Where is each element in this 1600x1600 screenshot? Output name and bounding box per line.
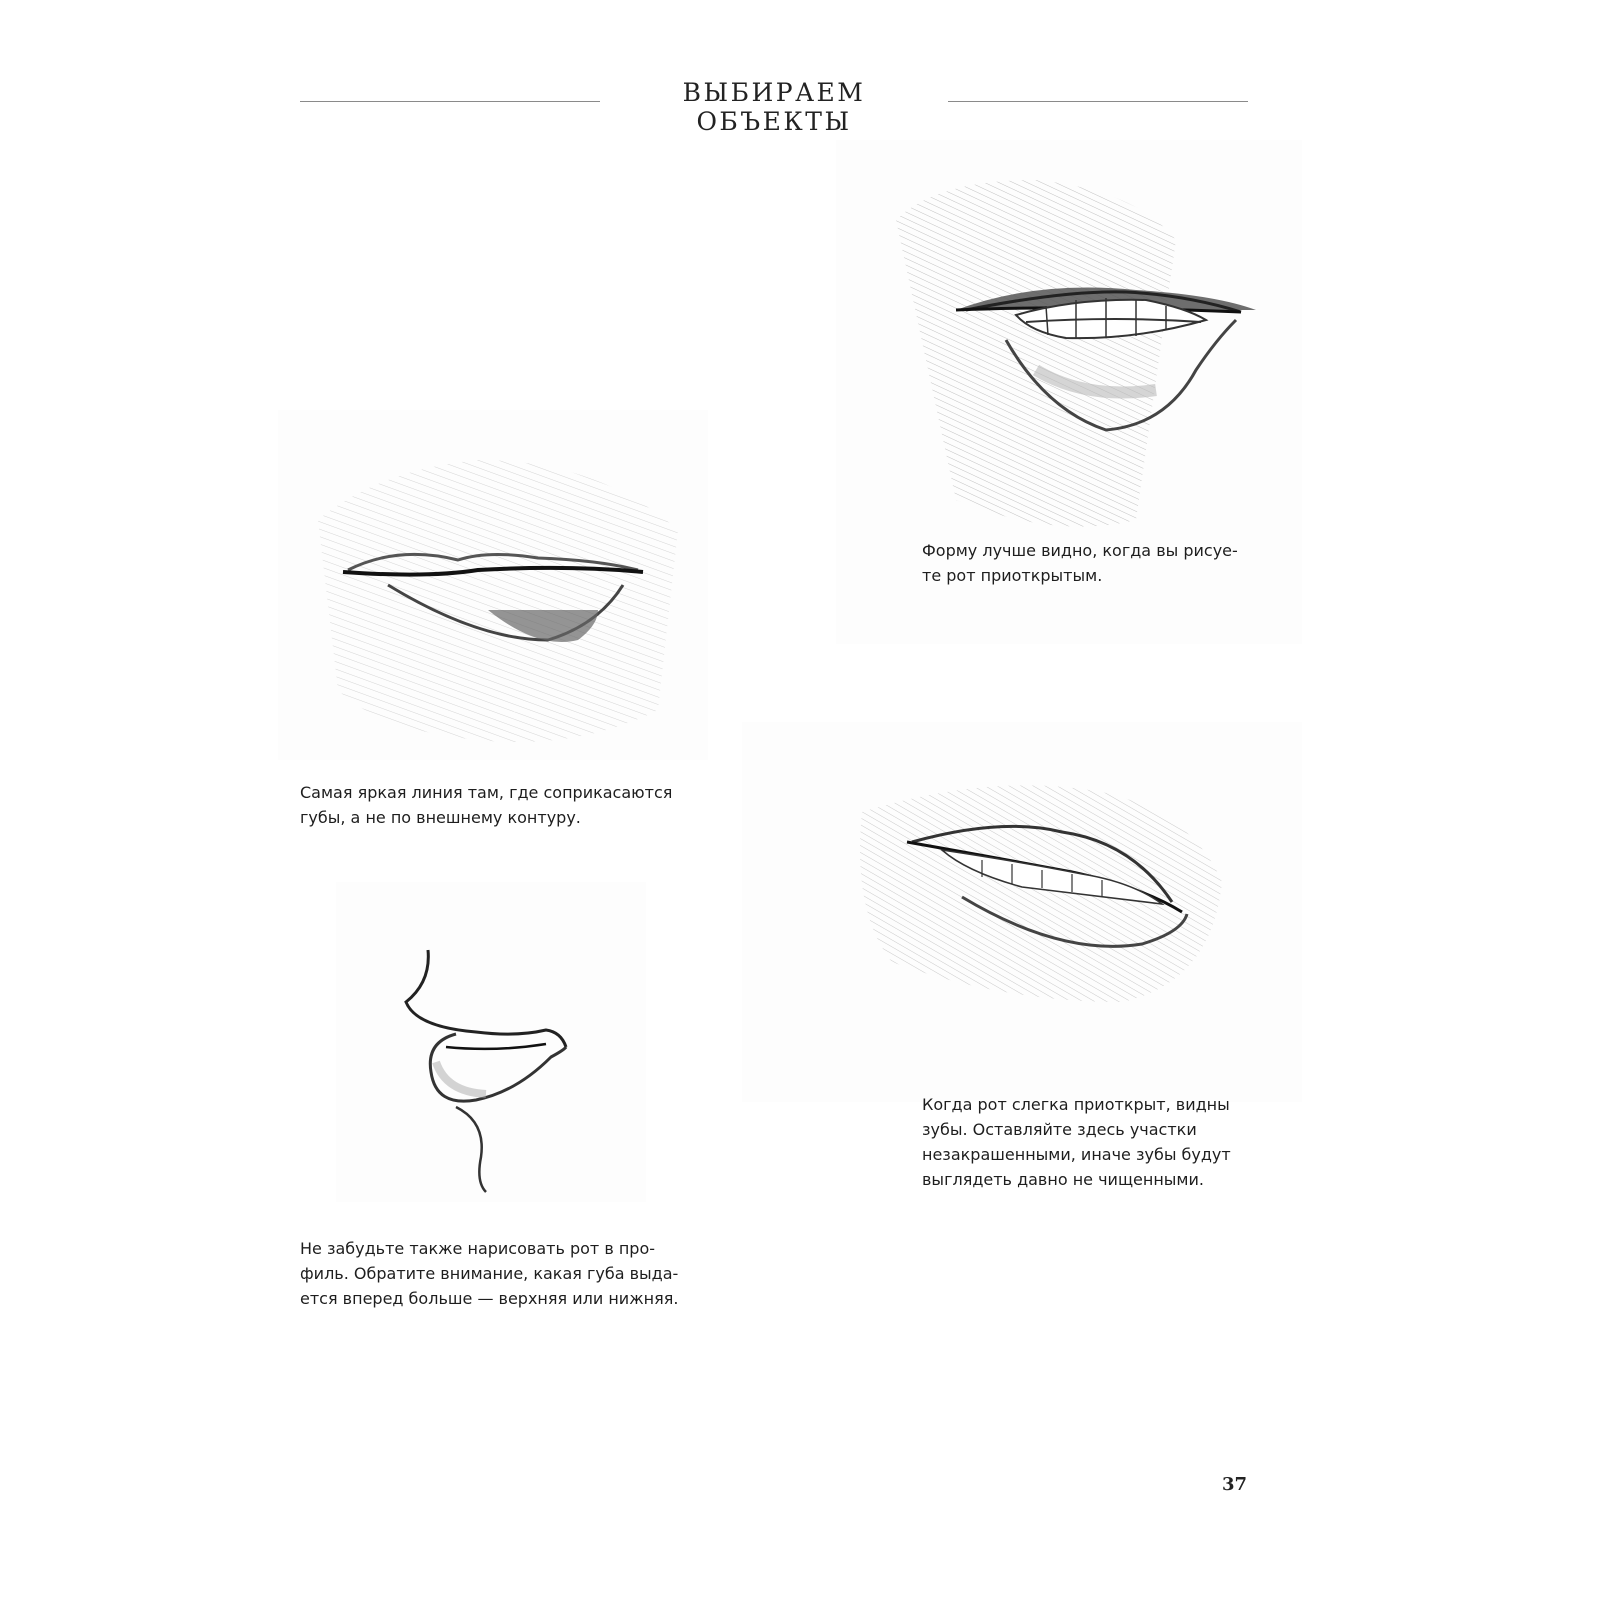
header-rule-left [300, 101, 600, 102]
slightly-open-mouth-drawing [742, 722, 1302, 1102]
running-header [300, 72, 1248, 136]
header-rule-right [948, 101, 1248, 102]
closed-mouth-sketch [278, 410, 708, 760]
profile-mouth-drawing [336, 882, 646, 1202]
profile-mouth-sketch [336, 882, 646, 1202]
closed-mouth-drawing [278, 410, 708, 760]
caption-profile-mouth: Не забудьте также нарисовать рот в про- филь. Обратите внимание, какая губа выда- ется вперед больше — верхняя или нижняя. [300, 1239, 679, 1308]
page-number: 37 [1221, 1474, 1247, 1495]
caption-open-mouth: Форму лучше видно, когда вы рисуе- те рот приоткрытым. [922, 541, 1238, 585]
section-title: ВЫБИРАЕМ ОБЪЕКТЫ [682, 78, 866, 136]
caption-slightly-open-mouth: Когда рот слегка приоткрыт, видны зубы. Оставляйте здесь участки незакрашенными, иначе зубы будут выглядеть давно не чищенными. [922, 1095, 1231, 1189]
caption-closed-mouth: Самая яркая линия там, где соприкасаются губы, а не по внешнему контуру. [300, 783, 673, 827]
slightly-open-mouth-sketch [742, 722, 1302, 1102]
